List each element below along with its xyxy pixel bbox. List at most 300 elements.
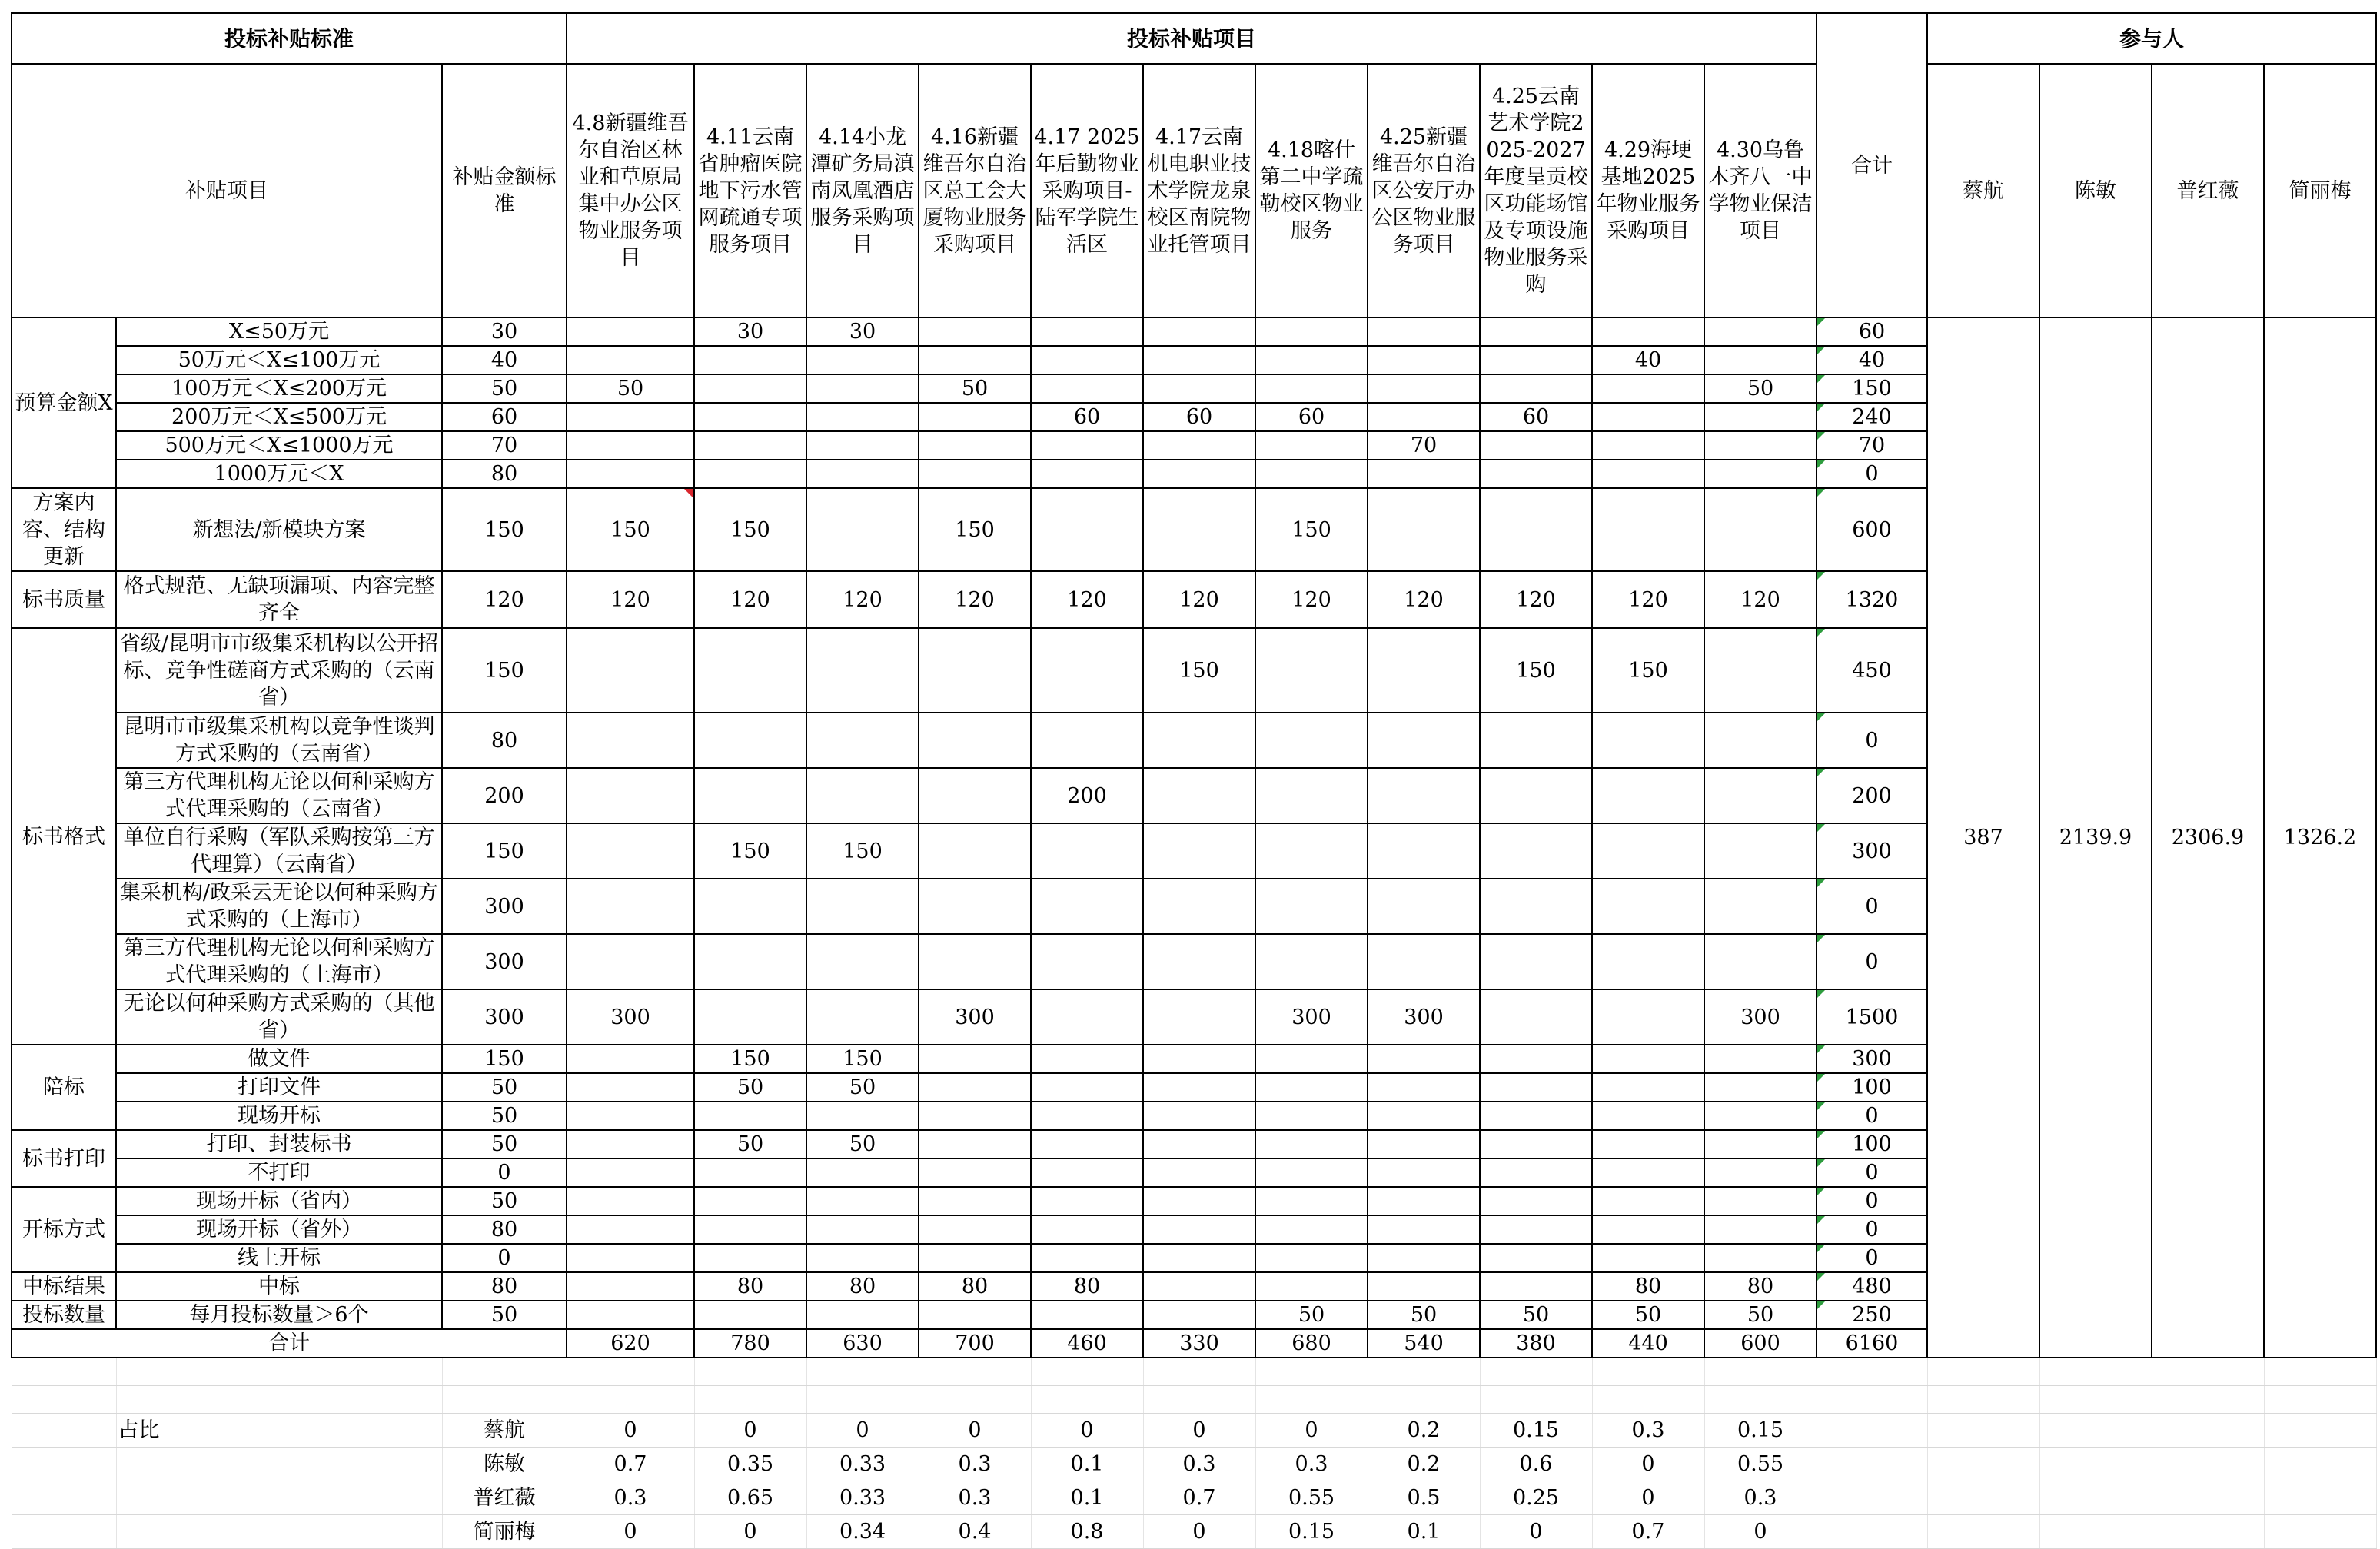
row-label[interactable]: 线上开标 — [116, 1244, 442, 1272]
value-cell[interactable] — [1592, 713, 1704, 768]
value-cell[interactable] — [1480, 1272, 1592, 1301]
ratio-value[interactable]: 0.4 — [919, 1514, 1031, 1548]
value-cell[interactable] — [1031, 488, 1143, 571]
empty-cell[interactable] — [1592, 1358, 1704, 1385]
row-total[interactable]: 0 — [1817, 1244, 1927, 1272]
value-cell[interactable] — [919, 1187, 1031, 1215]
value-cell[interactable] — [1031, 1244, 1143, 1272]
value-cell[interactable] — [1480, 431, 1592, 460]
value-cell[interactable] — [1368, 823, 1480, 879]
empty-cell[interactable] — [116, 1447, 442, 1481]
value-cell[interactable] — [1704, 823, 1817, 879]
value-cell[interactable] — [919, 628, 1031, 713]
value-cell[interactable] — [1143, 1073, 1255, 1102]
value-cell[interactable] — [1592, 460, 1704, 488]
empty-cell[interactable] — [12, 1385, 116, 1413]
ratio-value[interactable]: 0 — [1255, 1413, 1368, 1447]
value-cell[interactable] — [919, 1073, 1031, 1102]
row-total[interactable]: 0 — [1817, 1187, 1927, 1215]
value-cell[interactable] — [1704, 1244, 1817, 1272]
value-cell[interactable] — [1480, 1073, 1592, 1102]
ratio-value[interactable]: 0.2 — [1368, 1447, 1480, 1481]
value-cell[interactable] — [1592, 1130, 1704, 1158]
empty-cell[interactable] — [1480, 1385, 1592, 1413]
value-cell[interactable] — [919, 1244, 1031, 1272]
project-header[interactable]: 4.25云南艺术学院2025-2027年度呈贡校区功能场馆及专项设施物业服务采购 — [1480, 64, 1592, 317]
empty-cell[interactable] — [919, 1385, 1031, 1413]
row-label[interactable]: 格式规范、无缺项漏项、内容完整齐全 — [116, 571, 442, 628]
project-total[interactable]: 460 — [1031, 1329, 1143, 1358]
value-cell[interactable]: 150 — [1592, 628, 1704, 713]
person-total[interactable]: 387 — [1927, 317, 2039, 1358]
empty-cell[interactable] — [2264, 1413, 2376, 1447]
value-cell[interactable] — [694, 1301, 806, 1329]
standard-amount[interactable]: 300 — [442, 879, 567, 934]
value-cell[interactable] — [806, 346, 919, 374]
value-cell[interactable]: 80 — [1592, 1272, 1704, 1301]
standard-amount[interactable]: 120 — [442, 571, 567, 628]
total-header[interactable]: 合计 — [1817, 13, 1927, 317]
value-cell[interactable] — [1255, 1244, 1368, 1272]
value-cell[interactable] — [694, 879, 806, 934]
empty-cell[interactable] — [2152, 1358, 2264, 1385]
value-cell[interactable] — [1255, 1187, 1368, 1215]
value-cell[interactable] — [694, 1187, 806, 1215]
value-cell[interactable] — [1480, 346, 1592, 374]
value-cell[interactable] — [567, 1158, 694, 1187]
value-cell[interactable] — [1255, 1073, 1368, 1102]
empty-cell[interactable] — [116, 1481, 442, 1514]
value-cell[interactable] — [1592, 1187, 1704, 1215]
value-cell[interactable] — [806, 1187, 919, 1215]
ratio-value[interactable]: 0 — [806, 1413, 919, 1447]
value-cell[interactable]: 80 — [1031, 1272, 1143, 1301]
row-total[interactable]: 200 — [1817, 768, 1927, 823]
ratio-value[interactable]: 0.2 — [1368, 1413, 1480, 1447]
value-cell[interactable]: 120 — [806, 571, 919, 628]
value-cell[interactable] — [694, 431, 806, 460]
value-cell[interactable] — [1255, 1158, 1368, 1187]
value-cell[interactable] — [1143, 1130, 1255, 1158]
group-label[interactable]: 中标结果 — [12, 1272, 116, 1301]
row-label[interactable]: 新想法/新模块方案 — [116, 488, 442, 571]
value-cell[interactable] — [919, 768, 1031, 823]
value-cell[interactable] — [1480, 879, 1592, 934]
value-cell[interactable] — [1031, 713, 1143, 768]
empty-cell[interactable] — [12, 1358, 116, 1385]
value-cell[interactable]: 50 — [806, 1073, 919, 1102]
value-cell[interactable] — [1031, 374, 1143, 403]
empty-cell[interactable] — [116, 1385, 442, 1413]
empty-cell[interactable] — [919, 1358, 1031, 1385]
value-cell[interactable]: 120 — [1480, 571, 1592, 628]
value-cell[interactable]: 60 — [1255, 403, 1368, 431]
value-cell[interactable] — [919, 403, 1031, 431]
row-total[interactable]: 1320 — [1817, 571, 1927, 628]
value-cell[interactable] — [694, 346, 806, 374]
value-cell[interactable] — [1031, 1045, 1143, 1073]
ratio-value[interactable]: 0.7 — [1592, 1514, 1704, 1548]
row-total[interactable]: 100 — [1817, 1130, 1927, 1158]
row-total[interactable]: 250 — [1817, 1301, 1927, 1329]
value-cell[interactable] — [1255, 713, 1368, 768]
value-cell[interactable] — [806, 713, 919, 768]
value-cell[interactable] — [1480, 1187, 1592, 1215]
row-label[interactable]: 昆明市市级集采机构以竞争性谈判方式采购的（云南省） — [116, 713, 442, 768]
value-cell[interactable] — [1255, 934, 1368, 989]
person-total[interactable]: 1326.2 — [2264, 317, 2376, 1358]
person-header[interactable]: 简丽梅 — [2264, 64, 2376, 317]
value-cell[interactable] — [1704, 1073, 1817, 1102]
value-cell[interactable] — [806, 934, 919, 989]
person-total[interactable]: 2306.9 — [2152, 317, 2264, 1358]
ratio-value[interactable]: 0 — [1143, 1413, 1255, 1447]
empty-cell[interactable] — [1817, 1358, 1927, 1385]
group-label[interactable]: 陪标 — [12, 1045, 116, 1130]
value-cell[interactable] — [567, 1130, 694, 1158]
value-cell[interactable]: 80 — [919, 1272, 1031, 1301]
group-label[interactable]: 标书格式 — [12, 628, 116, 1045]
ratio-value[interactable]: 0 — [694, 1413, 806, 1447]
value-cell[interactable] — [1480, 768, 1592, 823]
standard-amount[interactable]: 80 — [442, 713, 567, 768]
row-total[interactable]: 0 — [1817, 879, 1927, 934]
standard-amount[interactable]: 50 — [442, 1102, 567, 1130]
value-cell[interactable]: 120 — [1368, 571, 1480, 628]
value-cell[interactable] — [567, 1244, 694, 1272]
row-total[interactable]: 600 — [1817, 488, 1927, 571]
value-cell[interactable]: 50 — [567, 374, 694, 403]
value-cell[interactable] — [1480, 374, 1592, 403]
value-cell[interactable] — [1592, 317, 1704, 346]
empty-cell[interactable] — [2039, 1447, 2152, 1481]
value-cell[interactable] — [694, 1102, 806, 1130]
value-cell[interactable] — [1480, 1215, 1592, 1244]
standard-amount[interactable]: 300 — [442, 934, 567, 989]
value-cell[interactable] — [1480, 823, 1592, 879]
project-total[interactable]: 780 — [694, 1329, 806, 1358]
value-cell[interactable]: 300 — [567, 989, 694, 1045]
empty-cell[interactable] — [2039, 1358, 2152, 1385]
ratio-value[interactable]: 0.3 — [919, 1447, 1031, 1481]
value-cell[interactable] — [1143, 1244, 1255, 1272]
value-cell[interactable] — [1704, 1102, 1817, 1130]
value-cell[interactable] — [1368, 488, 1480, 571]
value-cell[interactable] — [1031, 1158, 1143, 1187]
project-total[interactable]: 700 — [919, 1329, 1031, 1358]
value-cell[interactable] — [1031, 460, 1143, 488]
value-cell[interactable] — [806, 374, 919, 403]
standard-amount[interactable]: 60 — [442, 403, 567, 431]
ratio-value[interactable]: 0.15 — [1255, 1514, 1368, 1548]
ratio-value[interactable]: 0.3 — [1143, 1447, 1255, 1481]
empty-cell[interactable] — [2264, 1447, 2376, 1481]
row-label[interactable]: 现场开标（省内） — [116, 1187, 442, 1215]
value-cell[interactable]: 70 — [1368, 431, 1480, 460]
value-cell[interactable] — [1480, 460, 1592, 488]
grand-total-label[interactable]: 合计 — [12, 1329, 567, 1358]
value-cell[interactable] — [1143, 823, 1255, 879]
ratio-value[interactable]: 0.3 — [1592, 1413, 1704, 1447]
ratio-value[interactable]: 0.35 — [694, 1447, 806, 1481]
value-cell[interactable] — [1255, 431, 1368, 460]
empty-cell[interactable] — [1927, 1413, 2039, 1447]
empty-cell[interactable] — [2152, 1481, 2264, 1514]
empty-cell[interactable] — [1817, 1447, 1927, 1481]
value-cell[interactable] — [1480, 1158, 1592, 1187]
value-cell[interactable] — [1704, 628, 1817, 713]
value-cell[interactable] — [1143, 374, 1255, 403]
value-cell[interactable] — [1255, 628, 1368, 713]
value-cell[interactable] — [1480, 713, 1592, 768]
value-cell[interactable] — [806, 1301, 919, 1329]
row-total[interactable]: 450 — [1817, 628, 1927, 713]
empty-cell[interactable] — [2264, 1481, 2376, 1514]
value-cell[interactable] — [806, 1215, 919, 1244]
empty-cell[interactable] — [1817, 1385, 1927, 1413]
item-header[interactable]: 补贴项目 — [12, 64, 442, 317]
ratio-person[interactable]: 简丽梅 — [442, 1514, 567, 1548]
empty-cell[interactable] — [2152, 1447, 2264, 1481]
ratio-value[interactable]: 0.55 — [1704, 1447, 1817, 1481]
value-cell[interactable] — [1704, 317, 1817, 346]
value-cell[interactable] — [1592, 1102, 1704, 1130]
amount-header[interactable]: 补贴金额标准 — [442, 64, 567, 317]
empty-cell[interactable] — [806, 1385, 919, 1413]
value-cell[interactable] — [694, 374, 806, 403]
value-cell[interactable]: 50 — [1368, 1301, 1480, 1329]
value-cell[interactable] — [1592, 1215, 1704, 1244]
row-total[interactable]: 300 — [1817, 1045, 1927, 1073]
value-cell[interactable] — [567, 768, 694, 823]
value-cell[interactable] — [1143, 431, 1255, 460]
standard-amount[interactable]: 150 — [442, 823, 567, 879]
value-cell[interactable] — [1368, 1158, 1480, 1187]
value-cell[interactable] — [1592, 934, 1704, 989]
ratio-value[interactable]: 0.65 — [694, 1481, 806, 1514]
value-cell[interactable] — [1031, 934, 1143, 989]
value-cell[interactable] — [567, 713, 694, 768]
value-cell[interactable] — [694, 460, 806, 488]
value-cell[interactable] — [1704, 1215, 1817, 1244]
standard-amount[interactable]: 70 — [442, 431, 567, 460]
empty-cell[interactable] — [1817, 1481, 1927, 1514]
row-total[interactable]: 0 — [1817, 934, 1927, 989]
row-label[interactable]: X≤50万元 — [116, 317, 442, 346]
value-cell[interactable] — [806, 628, 919, 713]
ratio-value[interactable]: 0 — [919, 1413, 1031, 1447]
empty-cell[interactable] — [1255, 1385, 1368, 1413]
projects-header[interactable]: 投标补贴项目 — [567, 13, 1817, 64]
row-label[interactable]: 第三方代理机构无论以何种采购方式代理采购的（上海市） — [116, 934, 442, 989]
standard-header[interactable]: 投标补贴标准 — [12, 13, 567, 64]
empty-cell[interactable] — [442, 1358, 567, 1385]
value-cell[interactable] — [1255, 1215, 1368, 1244]
value-cell[interactable] — [1592, 1045, 1704, 1073]
value-cell[interactable]: 80 — [694, 1272, 806, 1301]
ratio-value[interactable]: 0 — [694, 1514, 806, 1548]
empty-cell[interactable] — [442, 1385, 567, 1413]
row-label[interactable]: 单位自行采购（军队采购按第三方代理算）（云南省） — [116, 823, 442, 879]
value-cell[interactable] — [1031, 1130, 1143, 1158]
value-cell[interactable] — [567, 317, 694, 346]
row-label[interactable]: 不打印 — [116, 1158, 442, 1187]
empty-cell[interactable] — [1143, 1358, 1255, 1385]
empty-cell[interactable] — [12, 1514, 116, 1548]
value-cell[interactable]: 300 — [919, 989, 1031, 1045]
row-label[interactable]: 50万元＜X≤100万元 — [116, 346, 442, 374]
value-cell[interactable] — [806, 768, 919, 823]
value-cell[interactable] — [1704, 431, 1817, 460]
ratio-value[interactable]: 0.3 — [1704, 1481, 1817, 1514]
value-cell[interactable] — [1255, 1130, 1368, 1158]
value-cell[interactable]: 150 — [1480, 628, 1592, 713]
project-header[interactable]: 4.25新疆维吾尔自治区公安厅办公区物业服务项目 — [1368, 64, 1480, 317]
value-cell[interactable] — [1143, 879, 1255, 934]
project-header[interactable]: 4.18喀什第二中学疏勒校区物业服务 — [1255, 64, 1368, 317]
value-cell[interactable] — [567, 1301, 694, 1329]
value-cell[interactable] — [1031, 1073, 1143, 1102]
empty-cell[interactable] — [1031, 1358, 1143, 1385]
standard-amount[interactable]: 40 — [442, 346, 567, 374]
ratio-value[interactable]: 0 — [567, 1413, 694, 1447]
empty-cell[interactable] — [694, 1358, 806, 1385]
value-cell[interactable] — [694, 1244, 806, 1272]
value-cell[interactable] — [1368, 403, 1480, 431]
value-cell[interactable] — [1255, 879, 1368, 934]
value-cell[interactable] — [567, 403, 694, 431]
project-total[interactable]: 600 — [1704, 1329, 1817, 1358]
empty-cell[interactable] — [567, 1358, 694, 1385]
person-header[interactable]: 蔡航 — [1927, 64, 2039, 317]
empty-cell[interactable] — [1255, 1358, 1368, 1385]
value-cell[interactable] — [919, 431, 1031, 460]
value-cell[interactable] — [919, 823, 1031, 879]
project-header[interactable]: 4.17 2025年后勤物业采购项目-陆军学院生活区 — [1031, 64, 1143, 317]
standard-amount[interactable]: 150 — [442, 1045, 567, 1073]
empty-cell[interactable] — [2264, 1358, 2376, 1385]
row-total[interactable]: 0 — [1817, 713, 1927, 768]
value-cell[interactable]: 50 — [694, 1130, 806, 1158]
empty-cell[interactable] — [116, 1514, 442, 1548]
value-cell[interactable] — [1704, 768, 1817, 823]
value-cell[interactable] — [1592, 768, 1704, 823]
row-label[interactable]: 现场开标 — [116, 1102, 442, 1130]
ratio-value[interactable]: 0.33 — [806, 1481, 919, 1514]
participants-header[interactable]: 参与人 — [1927, 13, 2376, 64]
value-cell[interactable] — [567, 460, 694, 488]
ratio-value[interactable]: 0.1 — [1031, 1447, 1143, 1481]
ratio-value[interactable]: 0.15 — [1704, 1413, 1817, 1447]
value-cell[interactable] — [567, 1272, 694, 1301]
value-cell[interactable]: 150 — [1143, 628, 1255, 713]
value-cell[interactable] — [919, 1301, 1031, 1329]
value-cell[interactable] — [806, 460, 919, 488]
empty-cell[interactable] — [806, 1358, 919, 1385]
value-cell[interactable] — [1480, 989, 1592, 1045]
row-label[interactable]: 现场开标（省外） — [116, 1215, 442, 1244]
value-cell[interactable] — [694, 713, 806, 768]
value-cell[interactable] — [567, 1102, 694, 1130]
value-cell[interactable] — [1255, 768, 1368, 823]
value-cell[interactable]: 50 — [1704, 374, 1817, 403]
project-header[interactable]: 4.30乌鲁木齐八一中学物业保洁项目 — [1704, 64, 1817, 317]
row-total[interactable]: 150 — [1817, 374, 1927, 403]
row-total[interactable]: 100 — [1817, 1073, 1927, 1102]
empty-cell[interactable] — [694, 1385, 806, 1413]
value-cell[interactable]: 150 — [694, 823, 806, 879]
value-cell[interactable] — [1255, 823, 1368, 879]
row-label[interactable]: 做文件 — [116, 1045, 442, 1073]
empty-cell[interactable] — [2152, 1514, 2264, 1548]
project-total[interactable]: 630 — [806, 1329, 919, 1358]
value-cell[interactable] — [1031, 1301, 1143, 1329]
value-cell[interactable] — [1143, 317, 1255, 346]
group-label[interactable]: 标书打印 — [12, 1130, 116, 1187]
ratio-value[interactable]: 0.3 — [919, 1481, 1031, 1514]
value-cell[interactable]: 120 — [1031, 571, 1143, 628]
value-cell[interactable] — [919, 1130, 1031, 1158]
value-cell[interactable]: 150 — [806, 823, 919, 879]
value-cell[interactable] — [1143, 346, 1255, 374]
value-cell[interactable]: 120 — [1255, 571, 1368, 628]
row-total[interactable]: 1500 — [1817, 989, 1927, 1045]
ratio-value[interactable]: 0 — [1592, 1447, 1704, 1481]
value-cell[interactable] — [1143, 768, 1255, 823]
value-cell[interactable] — [1704, 346, 1817, 374]
empty-cell[interactable] — [2039, 1413, 2152, 1447]
value-cell[interactable] — [919, 346, 1031, 374]
value-cell[interactable] — [567, 346, 694, 374]
value-cell[interactable]: 120 — [919, 571, 1031, 628]
project-total[interactable]: 440 — [1592, 1329, 1704, 1358]
value-cell[interactable]: 50 — [1480, 1301, 1592, 1329]
row-total[interactable]: 70 — [1817, 431, 1927, 460]
ratio-value[interactable]: 0.15 — [1480, 1413, 1592, 1447]
value-cell[interactable] — [806, 1244, 919, 1272]
value-cell[interactable] — [567, 1045, 694, 1073]
empty-cell[interactable] — [2264, 1385, 2376, 1413]
value-cell[interactable] — [806, 1158, 919, 1187]
value-cell[interactable] — [1255, 374, 1368, 403]
empty-cell[interactable] — [1592, 1385, 1704, 1413]
project-header[interactable]: 4.29海埂基地2025年物业服务采购项目 — [1592, 64, 1704, 317]
value-cell[interactable] — [1031, 1102, 1143, 1130]
value-cell[interactable] — [1704, 1187, 1817, 1215]
project-total[interactable]: 680 — [1255, 1329, 1368, 1358]
row-total[interactable]: 300 — [1817, 823, 1927, 879]
row-label[interactable]: 第三方代理机构无论以何种采购方式代理采购的（云南省） — [116, 768, 442, 823]
row-label[interactable]: 省级/昆明市市级集采机构以公开招标、竞争性磋商方式采购的（云南省） — [116, 628, 442, 713]
value-cell[interactable] — [1704, 879, 1817, 934]
value-cell[interactable]: 80 — [1704, 1272, 1817, 1301]
value-cell[interactable] — [1368, 1102, 1480, 1130]
value-cell[interactable] — [1592, 1158, 1704, 1187]
value-cell[interactable] — [694, 768, 806, 823]
person-header[interactable]: 普红薇 — [2152, 64, 2264, 317]
value-cell[interactable] — [1143, 488, 1255, 571]
ratio-value[interactable]: 0 — [1480, 1514, 1592, 1548]
value-cell[interactable] — [1143, 1158, 1255, 1187]
value-cell[interactable] — [1368, 934, 1480, 989]
value-cell[interactable] — [1368, 1215, 1480, 1244]
value-cell[interactable] — [919, 317, 1031, 346]
value-cell[interactable] — [1031, 879, 1143, 934]
value-cell[interactable] — [1368, 1045, 1480, 1073]
standard-amount[interactable]: 50 — [442, 1073, 567, 1102]
value-cell[interactable] — [806, 989, 919, 1045]
value-cell[interactable] — [1143, 460, 1255, 488]
